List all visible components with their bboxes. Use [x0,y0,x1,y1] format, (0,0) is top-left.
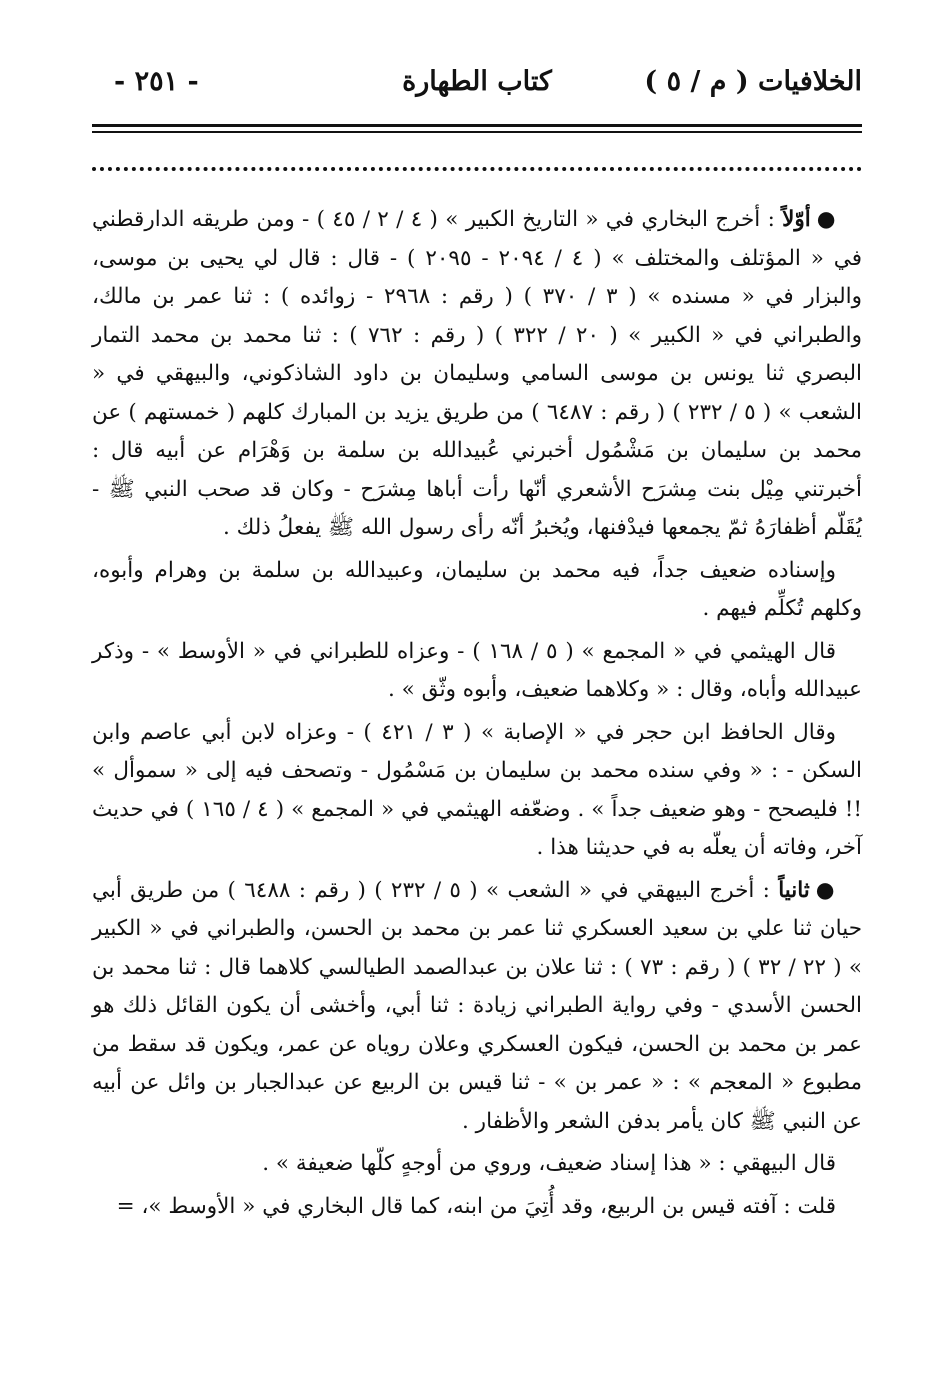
chapter-title: كتاب الطهارة [402,66,552,97]
header-rule-thick [92,124,862,127]
running-title: الخلافيات ( م / ٥ ) [644,66,862,97]
bullet-icon: ● [815,877,836,903]
paragraph: قلت : آفته قيس بن الربيع، وقد أُتِيَ من ابنه، كما قال البخاري في « الأوسط »، = [116,1193,836,1219]
book-page [92,60,862,1230]
section-marker: ثانياً [778,877,810,903]
section-marker: أوّلاً [782,207,811,232]
header-rule-thin [92,131,862,133]
paragraph-text: : أخرج البيهقي في « الشعب » ( ٥ / ٢٣٢ ) ( رقم : ٦٤٨٨ ) من طريق أبي حيان ثنا علي بن سعيد العسكري ثنا عمر بن محمد بن الحسن، والطبراني في « الكبير » ( ٢٢ / ٣٢ ) ( رقم : ٧٣ ) : ثنا علان بن عبدالصمد الطيالسي كلاهما قال : ثنا محمد بن الحسن الأسدي - وفي رواية الطبراني زيادة : ثنا أبي، وأخشى أن يكون القائل ذلك هو عمر بن محمد بن الحسن، فيكون العسكري وعلان روياه عن عمر، ويكون قد سقط من مطبوع « المعجم » : « عمر بن » - ثنا قيس بن الربيع عن عبدالجبار بن وائل عن أبيه عن النبي ﷺ كان يأمر بدفن الشعر والأظفار . [92,877,862,1134]
paragraph-second-evidence [92,872,862,1142]
body-text [92,201,862,1226]
paragraph: وإسناده ضعيف جداً، فيه محمد بن سليمان، وعبيدالله بن سلمة بن وهرام وأبوه، وكلهم تُكلِّم فيهم . [92,557,862,621]
bullet-icon: ● [816,207,836,232]
dotted-separator [92,149,862,171]
page-number: - ٢٥١ - [114,66,199,97]
paragraph: قال البيهقي : « هذا إسناد ضعيف، وروي من أوجهٍ كلّها ضعيفة » . [262,1151,836,1176]
page-header [92,60,862,112]
paragraph: قال الهيثمي في « المجمع » ( ٥ / ١٦٨ ) - وعزاه للطبراني في « الأوسط » - وذكر عبيدالله وأباه، وقال : « وكلاهما ضعيف، وأبوه وثّق » . [92,638,862,702]
paragraph: وقال الحافظ ابن حجر في « الإصابة » ( ٣ / ٤٢١ ) - وعزاه لابن أبي عاصم وابن السكن - : « وفي سنده محمد بن سليمان بن مَسْمُول - وتصحف فيه إلى « سموأل » !! فليصحح - وهو ضعيف جداً » . وضعّفه الهيثمي في « المجمع » ( ٤ / ١٦٥ ) في حديث آخر، وفاته أن يعلّه به في حديثنا هذا . [92,719,862,860]
paragraph-first-evidence [92,201,862,548]
paragraph-text: : أخرج البخاري في « التاريخ الكبير » ( ٤ / ٢ / ٤٥ ) - ومن طريقه الدارقطني في « المؤتلف والمختلف » ( ٤ / ٢٠٩٤ - ٢٠٩٥ ) - قال : قال لي يحيى بن موسى، والبزار في « مسنده » ( ٣ / ٣٧٠ ) ( رقم : ٢٩٦٨ - زوائده ) : ثنا عمر بن مالك، والطبراني في « الكبير » ( ٢٠ / ٣٢٢ ) ( رقم : ٧٦٢ ) : ثنا محمد بن محمد التمار البصري ثنا يونس بن موسى السامي وسليمان بن داود الشاذكوني، والبيهقي في « الشعب » ( ٥ / ٢٣٢ ) ( رقم : ٦٤٨٧ ) من طريق يزيد بن المبارك كلهم ( خمستهم ) عن محمد بن سليمان بن مَشْمُول أخبرني عُبيدالله بن سلمة بن وَهْرَام عن أبيه قال : أخبرتني مِيْل بنت مِشرَح الأشعري أنّها رأت أباها مِشرَح - وكان قد صحب النبي ﷺ - يُقَلّم أظفارَهُ ثمّ يجمعها فيدْفنها، ويُخبرُ أنّه رأى رسول الله ﷺ يفعلُ ذلك . [92,207,862,540]
